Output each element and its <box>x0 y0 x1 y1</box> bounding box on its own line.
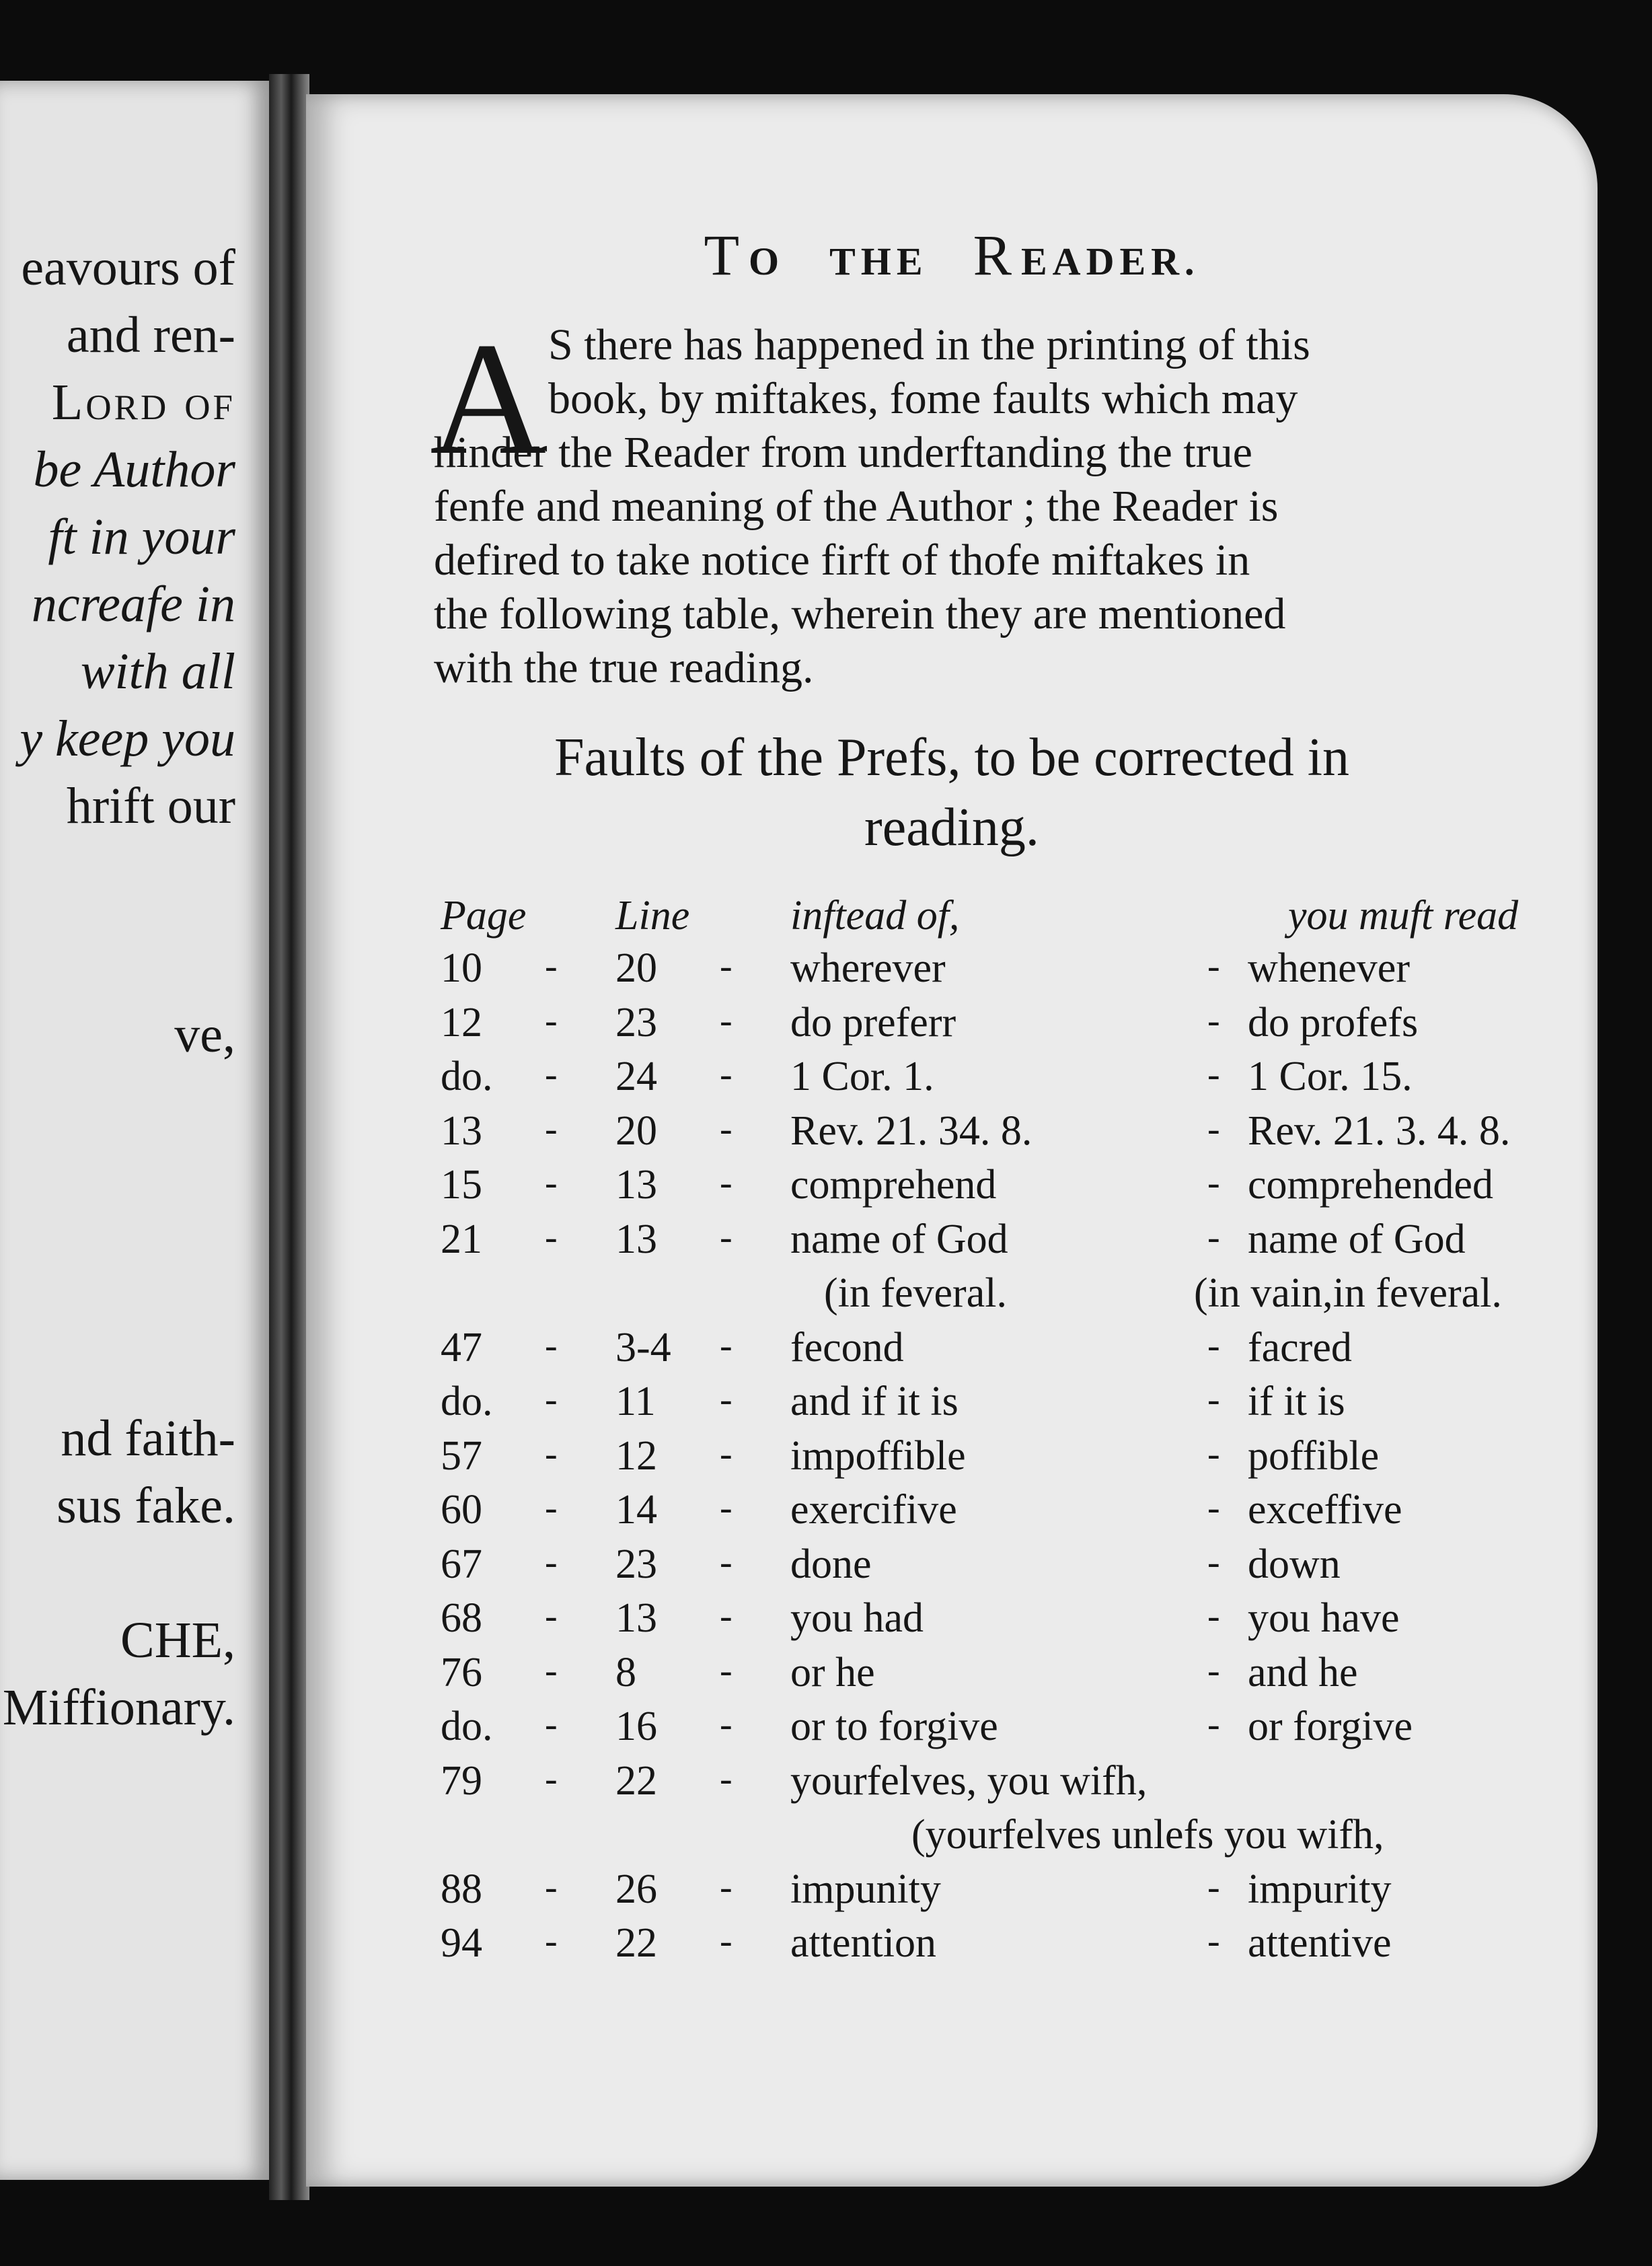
table-dash: - <box>545 1487 558 1529</box>
table-dash: - <box>545 1595 558 1637</box>
table-dash: - <box>720 1216 733 1258</box>
table-dash: - <box>1207 1107 1220 1150</box>
table-cell-page: 76 <box>441 1649 482 1695</box>
table-cell-line: 24 <box>615 1054 657 1099</box>
table-cell-page: 21 <box>441 1216 482 1262</box>
table-cell-instead: impunity <box>790 1866 941 1912</box>
table-dash: - <box>720 1649 733 1691</box>
table-cell-read-cont: (in vain,in feveral. <box>1194 1270 1502 1316</box>
heading-part: O <box>749 240 785 283</box>
table-cell-instead-cont: (in feveral. <box>824 1270 1007 1316</box>
table-dash: - <box>720 1866 733 1908</box>
table-cell-page: 47 <box>441 1324 482 1370</box>
table-cell-instead: wherever <box>790 945 946 991</box>
faults-subtitle: reading. <box>864 798 1039 857</box>
table-cell-line: 3-4 <box>615 1324 671 1370</box>
table-cell-read: or forgive <box>1248 1704 1413 1749</box>
facing-page-line: with all <box>80 643 235 700</box>
table-cell-read: exceffive <box>1248 1487 1402 1533</box>
intro-line: the following table, wherein they are mentioned <box>434 589 1286 638</box>
table-cell-instead: yourfelves, you wifh, <box>790 1757 1148 1804</box>
table-cell-line: 22 <box>615 1920 657 1966</box>
table-cell-instead: name of God <box>790 1216 1008 1262</box>
table-dash: - <box>545 1379 558 1420</box>
facing-page-line: and ren- <box>66 307 235 363</box>
table-dash: - <box>545 1541 558 1583</box>
table-dash: - <box>720 1487 733 1529</box>
table-dash: - <box>545 1649 558 1691</box>
table-cell-page: 10 <box>441 945 482 991</box>
table-dash: - <box>545 1757 558 1800</box>
table-header-page: Page <box>441 893 527 939</box>
table-dash: - <box>1207 1595 1220 1637</box>
table-dash: - <box>720 1162 733 1204</box>
table-dash: - <box>720 1757 733 1800</box>
table-cell-read: name of God <box>1248 1216 1466 1262</box>
table-dash: - <box>1207 1866 1220 1908</box>
table-cell-line: 11 <box>615 1379 656 1424</box>
table-cell-instead: attention <box>790 1920 936 1966</box>
table-cell-instead: comprehend <box>790 1162 997 1208</box>
facing-page-line: ncreafe in <box>31 576 235 632</box>
table-dash: - <box>1207 945 1220 987</box>
table-cell-instead: exercifive <box>790 1487 957 1533</box>
table-dash: - <box>1207 1324 1220 1366</box>
table-dash: - <box>1207 1920 1220 1962</box>
table-cell-page: 67 <box>441 1541 482 1587</box>
table-cell-page: 60 <box>441 1487 482 1533</box>
table-dash: - <box>1207 1541 1220 1583</box>
table-cell-read: comprehended <box>1248 1162 1493 1208</box>
intro-line: book, by miftakes, fome faults which may <box>548 374 1298 423</box>
facing-page-fragment <box>0 81 269 2180</box>
table-cell-line: 23 <box>615 999 657 1046</box>
table-cell-instead: 1 Cor. 1. <box>790 1054 934 1099</box>
intro-line: fenfe and meaning of the Author ; the Reader is <box>434 482 1279 531</box>
table-cell-line: 20 <box>615 945 657 991</box>
table-dash: - <box>1207 999 1220 1041</box>
table-cell-instead: impoffible <box>790 1432 966 1479</box>
table-cell-instead: do preferr <box>790 999 956 1046</box>
intro-line: S there has happened in the printing of this <box>548 320 1310 369</box>
table-cell-page: 79 <box>441 1757 482 1804</box>
facing-page-line: sus fake. <box>57 1477 235 1534</box>
heading-part: R <box>973 223 1021 287</box>
table-dash: - <box>545 1324 558 1366</box>
table-dash: - <box>1207 1054 1220 1095</box>
table-cell-page: do. <box>441 1704 493 1749</box>
table-dash: - <box>545 1866 558 1908</box>
table-dash: - <box>720 1432 733 1475</box>
table-cell-line: 12 <box>615 1432 657 1479</box>
intro-line: with the true reading. <box>434 643 814 692</box>
table-dash: - <box>545 1162 558 1204</box>
facing-page-line: be Author <box>33 441 235 498</box>
table-cell-read: whenever <box>1248 945 1410 991</box>
table-cell-read: Rev. 21. 3. 4. 8. <box>1248 1107 1511 1154</box>
facing-page-line: eavours of <box>21 240 235 296</box>
table-cell-page: do. <box>441 1379 493 1424</box>
table-cell-read: do profefs <box>1248 999 1419 1046</box>
table-cell-line: 23 <box>615 1541 657 1587</box>
faults-title: Faults of the Prefs, to be corrected in <box>554 728 1349 787</box>
errata-table <box>306 94 1598 2187</box>
table-dash: - <box>545 1054 558 1095</box>
table-dash: - <box>1207 1432 1220 1475</box>
table-cell-line: 13 <box>615 1216 657 1262</box>
facing-page-line: CHE, <box>120 1612 235 1669</box>
table-dash: - <box>545 945 558 987</box>
table-dash: - <box>545 1432 558 1475</box>
table-cell-line: 8 <box>615 1649 636 1695</box>
table-cell-line: 26 <box>615 1866 657 1912</box>
drop-cap: A <box>430 309 547 488</box>
table-cell-page: 57 <box>441 1432 482 1479</box>
table-cell-page: 12 <box>441 999 482 1046</box>
intro-line: hinder the Reader from underftanding the true <box>434 428 1252 477</box>
facing-page-line: ft in your <box>48 509 235 565</box>
table-header-line: Line <box>615 893 690 939</box>
facing-page-line: ve, <box>174 1007 235 1063</box>
table-cell-line: 16 <box>615 1704 657 1749</box>
heading-part: EADER. <box>1021 240 1200 283</box>
table-header-instead: inftead of, <box>790 893 960 939</box>
facing-page-line: Lord of <box>51 374 235 431</box>
table-cell-page: 13 <box>441 1107 482 1154</box>
table-dash: - <box>545 1216 558 1258</box>
table-cell-instead: you had <box>790 1595 924 1641</box>
table-dash: - <box>1207 1162 1220 1204</box>
table-cell-read: facred <box>1248 1324 1352 1370</box>
facing-page-line: y keep you <box>20 710 235 767</box>
table-cell-page: 68 <box>441 1595 482 1641</box>
table-dash: - <box>1207 1379 1220 1420</box>
table-dash: - <box>545 1704 558 1745</box>
table-dash: - <box>1207 1216 1220 1258</box>
table-dash: - <box>720 945 733 987</box>
table-dash: - <box>545 999 558 1041</box>
table-cell-page: 94 <box>441 1920 482 1966</box>
table-cell-instead: and if it is <box>790 1379 959 1424</box>
table-cell-page: 15 <box>441 1162 482 1208</box>
table-dash: - <box>720 1054 733 1095</box>
table-cell-read: 1 Cor. 15. <box>1248 1054 1413 1099</box>
heading-part: T <box>704 223 749 287</box>
table-cell-read: down <box>1248 1541 1341 1587</box>
table-cell-instead: or to forgive <box>790 1704 998 1749</box>
table-dash: - <box>720 1704 733 1745</box>
table-cell-instead: done <box>790 1541 872 1587</box>
table-dash: - <box>545 1920 558 1962</box>
table-cell-read: you have <box>1248 1595 1400 1641</box>
table-cell-line: 14 <box>615 1487 657 1533</box>
table-dash: - <box>720 1379 733 1420</box>
table-dash: - <box>720 1541 733 1583</box>
table-cell-read: and he <box>1248 1649 1358 1695</box>
table-cell-read-cont: (yourfelves unlefs you wifh, <box>911 1812 1384 1858</box>
table-dash: - <box>1207 1649 1220 1691</box>
book-page <box>306 94 1598 2187</box>
table-cell-line: 13 <box>615 1595 657 1641</box>
table-cell-page: 88 <box>441 1866 482 1912</box>
facing-page-line: hrift our <box>66 778 235 834</box>
table-dash: - <box>545 1107 558 1150</box>
table-cell-line: 13 <box>615 1162 657 1208</box>
book-gutter <box>269 74 309 2200</box>
table-dash: - <box>720 1595 733 1637</box>
intro-line: defired to take notice firft of thofe miftakes in <box>434 536 1250 585</box>
table-cell-read: impurity <box>1248 1866 1392 1912</box>
table-cell-instead: or he <box>790 1649 875 1695</box>
table-dash: - <box>1207 1487 1220 1529</box>
table-dash: - <box>720 999 733 1041</box>
table-dash: - <box>1207 1704 1220 1745</box>
facing-page-line: Miffionary. <box>2 1679 235 1736</box>
heading-part: THE <box>829 240 928 283</box>
facing-page-line: nd faith- <box>61 1410 235 1467</box>
table-header-read: you muft read <box>1288 893 1519 939</box>
table-cell-read: attentive <box>1248 1920 1392 1966</box>
table-cell-read: if it is <box>1248 1379 1345 1424</box>
table-cell-instead: Rev. 21. 34. 8. <box>790 1107 1032 1154</box>
table-cell-line: 22 <box>615 1757 657 1804</box>
table-cell-read: poffible <box>1248 1432 1380 1479</box>
table-dash: - <box>720 1324 733 1366</box>
table-cell-page: do. <box>441 1054 493 1099</box>
table-cell-instead: fecond <box>790 1324 904 1370</box>
table-dash: - <box>720 1920 733 1962</box>
table-dash: - <box>720 1107 733 1150</box>
table-cell-line: 20 <box>615 1107 657 1154</box>
